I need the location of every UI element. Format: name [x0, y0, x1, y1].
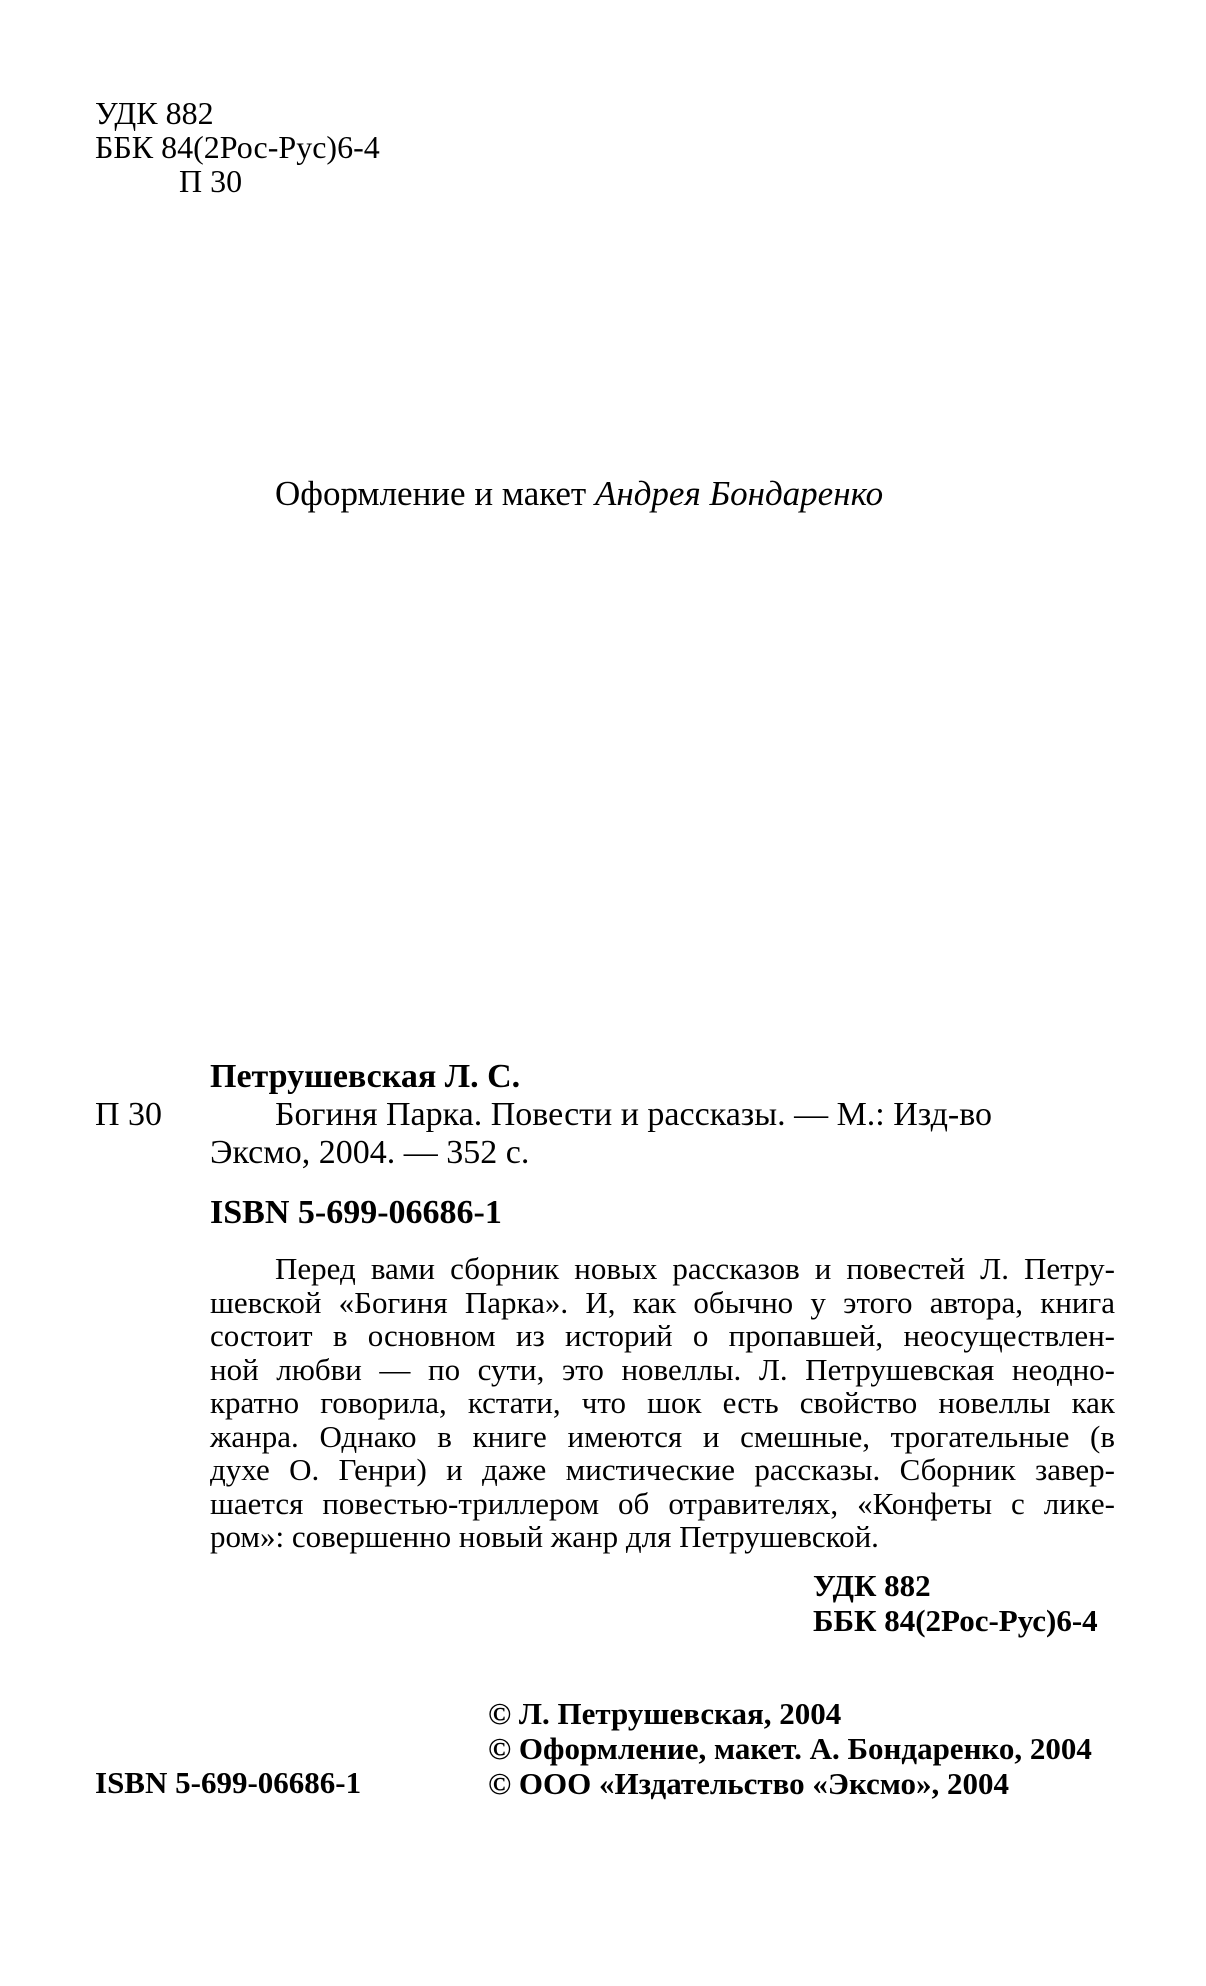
catalog-isbn: ISBN 5-699-06686-1 — [210, 1194, 502, 1231]
annotation — [210, 1252, 1115, 1554]
author-mark: П 30 — [179, 163, 243, 199]
design-credit — [275, 474, 883, 514]
annotation-line: ром»: совершенно новый жанр для Петрушевской. — [210, 1519, 879, 1554]
udk-code: УДК 882 — [95, 95, 214, 131]
copyright-line: © Оформление, макет. А. Бондаренко, 2004 — [488, 1731, 1092, 1766]
design-credit-name: Андрея Бондаренко — [594, 474, 884, 513]
shelf-code: П 30 — [95, 1096, 163, 1133]
annotation-line: жанра. Однако в книге имеются и смешные, трогательные (в — [210, 1418, 1115, 1454]
footer-isbn: ISBN 5-699-06686-1 — [95, 1765, 362, 1800]
catalog-author: Петрушевская Л. С. — [210, 1058, 521, 1095]
annotation-line: кратно говорила, кстати, что шок есть свойство новеллы как — [210, 1385, 1115, 1420]
annotation-line: шевской «Богиня Парка». И, как обычно у этого автора, книга — [210, 1284, 1115, 1320]
header-codes — [95, 96, 380, 198]
copyright-line: © Л. Петрушевская, 2004 — [488, 1696, 842, 1731]
classification-bbk: ББК 84(2Рос-Рус)6-4 — [813, 1602, 1098, 1638]
classification-udk: УДК 882 — [813, 1567, 931, 1603]
bbk-code: ББК 84(2Рос-Рус)6-4 — [95, 129, 380, 165]
copyright-block — [488, 1696, 1092, 1801]
annotation-line: ной любви — по сути, это новеллы. Л. Петрушевская неодно- — [210, 1351, 1115, 1387]
catalog-publisher: Эксмо, 2004. — 352 с. — [210, 1134, 530, 1171]
annotation-line: состоит в основном из историй о пропавшей, неосуществлен- — [210, 1318, 1115, 1353]
catalog-title: Богиня Парка. Повести и рассказы. — М.: Изд-во — [275, 1096, 993, 1133]
copyright-line: © ООО «Издательство «Эксмо», 2004 — [488, 1766, 1010, 1801]
design-credit-label: Оформление и макет — [275, 474, 587, 513]
annotation-line: духе О. Генри) и даже мистические рассказы. Сборник завер- — [210, 1452, 1115, 1487]
annotation-line: шается повестью-триллером об отравителях, «Конфеты с ликe- — [210, 1485, 1115, 1521]
classification-block — [813, 1568, 1115, 1638]
catalog-body — [210, 1058, 1115, 1638]
annotation-line: Перед вами сборник новых рассказов и повестей Л. Петру- — [275, 1251, 1115, 1286]
